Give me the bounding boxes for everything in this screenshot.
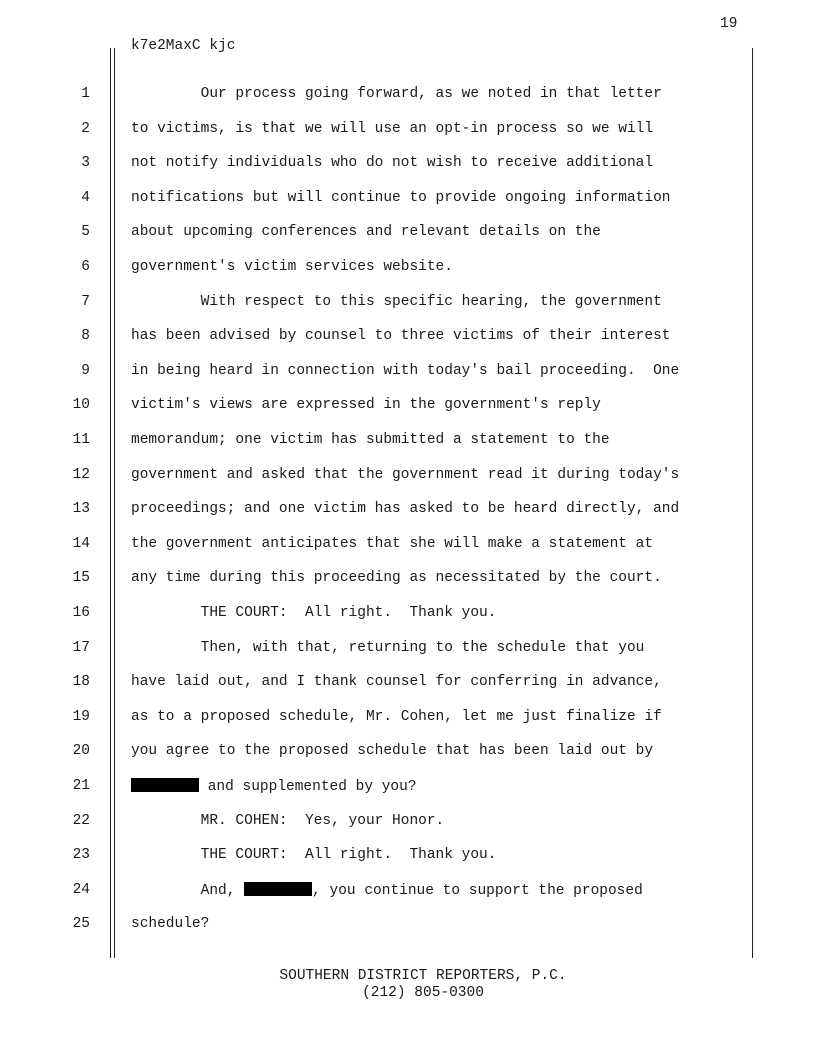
transcript-line [131,259,453,275]
line-text-segment: MR. COHEN: Yes, your Honor. [131,812,445,829]
line-text-segment: in being heard in connection with today's bail proceeding. One [131,362,680,379]
line-number: 23 [72,847,90,864]
transcript-line [131,882,643,899]
line-number: 10 [72,397,90,414]
transcript-line [131,709,662,725]
line-text-segment: victim's views are expressed in the government's reply [131,397,601,414]
line-number: 19 [72,708,90,725]
line-text-segment: to victims, is that we will use an opt-in process so we will [131,120,654,137]
line-number: 14 [72,535,90,552]
right-margin-rule [752,48,753,958]
transcript-line [131,605,496,621]
line-number: 1 [81,86,90,102]
transcript-line [131,224,601,240]
line-text-segment: any time during this proceeding as necessitated by the court. [131,570,662,587]
reporter-name: SOUTHERN DISTRICT REPORTERS, P.C. [279,968,567,984]
transcript-line [131,467,679,483]
page-footer [0,968,816,1002]
line-text-segment: And, [131,882,245,899]
line-number: 7 [81,293,90,310]
line-number: 25 [72,916,90,933]
line-text-segment: government's victim services website. [131,259,453,275]
line-number: 13 [72,501,90,518]
transcript-line [131,190,671,206]
line-number: 4 [81,189,90,206]
line-text-segment: notifications but will continue to provide ongoing information [131,189,671,206]
transcript-line [131,570,662,586]
case-header: k7e2MaxC kjc [131,38,236,54]
left-margin-rule-inner [114,48,115,958]
line-text-segment: not notify individuals who do not wish to receive additional [131,155,654,172]
transcript-line [131,501,679,517]
line-text-segment: as to a proposed schedule, Mr. Cohen, let me just finalize if [131,708,662,725]
line-number: 2 [81,120,90,137]
line-text-segment: memorandum; one victim has submitted a statement to the [131,432,610,448]
transcript-line [131,743,653,759]
line-number: 5 [81,224,90,241]
transcript-line [131,432,610,448]
transcript-line [131,847,496,863]
line-number: 16 [72,605,90,621]
transcript-line [131,674,662,690]
line-number: 12 [72,466,90,483]
line-number: 24 [72,881,90,898]
line-text-segment: THE COURT: All right. Thank you. [131,847,497,864]
transcript-line [131,121,653,137]
transcript-line [131,778,417,795]
line-number: 20 [72,743,90,760]
transcript-line [131,536,653,552]
line-text-segment: about upcoming conferences and relevant details on the [131,224,601,241]
line-number: 8 [81,328,90,345]
line-number: 3 [81,155,90,172]
line-number: 17 [72,639,90,656]
line-text-segment: proceedings; and one victim has asked to be heard directly, and [131,501,680,518]
line-text-segment: the government anticipates that she will make a statement at [131,535,654,552]
line-text-segment: you agree to the proposed schedule that has been laid out by [131,743,654,760]
line-text-segment: Then, with that, returning to the schedule that you [131,639,645,656]
transcript-line [131,813,444,829]
line-number: 6 [81,259,90,275]
line-text-segment: THE COURT: All right. Thank you. [131,605,497,621]
transcript-line [131,155,653,171]
transcript-line [131,397,601,413]
left-margin-rule-outer [110,48,111,958]
page-number: 19 [720,16,738,32]
transcript-line [131,86,662,102]
line-number: 9 [81,362,90,379]
reporter-phone: (212) 805-0300 [362,985,484,1001]
line-text-segment: have laid out, and I thank counsel for conferring in advance, [131,674,662,691]
line-text-segment: , you continue to support the proposed [312,882,643,899]
transcript-line [131,294,662,310]
redaction-block [131,778,199,792]
line-text-segment: has been advised by counsel to three victims of their interest [131,328,671,345]
line-number: 11 [72,432,90,448]
line-text-segment: schedule? [131,916,210,933]
transcript-line [131,328,671,344]
transcript-line [131,363,679,379]
line-number: 21 [72,778,90,794]
transcript-line [131,640,644,656]
redaction-block [244,882,312,896]
line-text-segment: With respect to this specific hearing, the government [131,293,662,310]
line-number: 18 [72,674,90,691]
line-number: 15 [72,570,90,587]
line-text-segment: government and asked that the government read it during today's [131,466,680,483]
line-text-segment: Our process going forward, as we noted in that letter [131,86,662,102]
line-number: 22 [72,812,90,829]
line-text-segment: and supplemented by you? [199,779,417,795]
transcript-line [131,916,209,932]
